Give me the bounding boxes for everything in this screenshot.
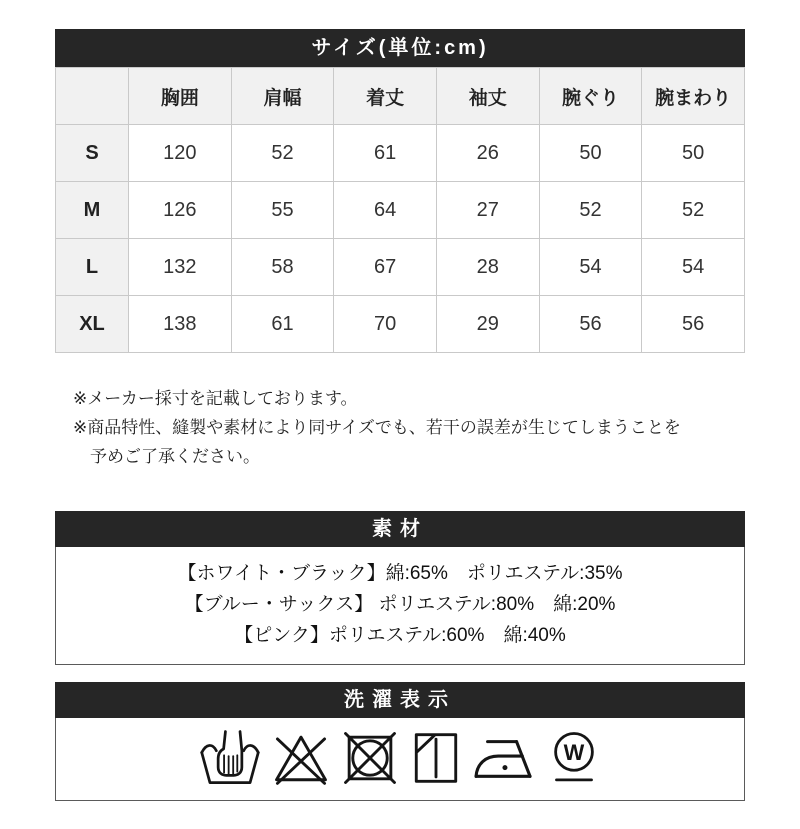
column-header-arm: 腕まわり xyxy=(642,68,745,125)
material-content xyxy=(56,547,744,664)
do-not-bleach-icon xyxy=(272,729,330,787)
table-cell: 67 xyxy=(334,239,437,296)
table-cell: 58 xyxy=(231,239,334,296)
material-section xyxy=(55,511,745,665)
size-table-header-row xyxy=(56,68,745,125)
table-cell: 70 xyxy=(334,296,437,353)
corner-cell xyxy=(56,68,129,125)
table-cell: 55 xyxy=(231,182,334,239)
note-line: ※メーカー採寸を記載しております。 xyxy=(73,389,358,408)
table-cell: 56 xyxy=(642,296,745,353)
laundry-section xyxy=(55,682,745,801)
material-line: 【ピンク】ポリエステル:60% 綿:40% xyxy=(234,625,566,646)
table-row-l xyxy=(56,239,745,296)
column-header-chest: 胸囲 xyxy=(129,68,232,125)
table-cell: 126 xyxy=(129,182,232,239)
column-header-shoulder: 肩幅 xyxy=(231,68,334,125)
table-cell: 52 xyxy=(642,182,745,239)
row-label: L xyxy=(56,239,129,296)
row-label: S xyxy=(56,125,129,182)
table-cell: 54 xyxy=(642,239,745,296)
table-cell: 54 xyxy=(539,239,642,296)
size-table xyxy=(55,67,745,353)
do-not-tumble-dry-icon xyxy=(341,729,399,787)
drip-dry-in-shade-icon xyxy=(410,729,462,787)
table-row-xl xyxy=(56,296,745,353)
table-cell: 28 xyxy=(436,239,539,296)
table-cell: 50 xyxy=(539,125,642,182)
table-row-s xyxy=(56,125,745,182)
iron-low-heat-icon xyxy=(473,731,535,785)
measurement-notes xyxy=(73,386,745,470)
material-section-title: 素材 xyxy=(55,511,745,547)
table-cell: 52 xyxy=(539,182,642,239)
svg-text:W: W xyxy=(563,739,584,765)
note-line: ※商品特性、縫製や素材により同サイズでも、若干の誤差が生じてしまうことを xyxy=(73,418,681,437)
note-line: 予めご了承ください。 xyxy=(90,447,260,466)
table-cell: 26 xyxy=(436,125,539,182)
column-header-sleeve: 袖丈 xyxy=(436,68,539,125)
table-cell: 64 xyxy=(334,182,437,239)
size-section xyxy=(55,29,745,353)
table-cell: 61 xyxy=(334,125,437,182)
material-line: 【ブルー・サックス】 ポリエステル:80% 綿:20% xyxy=(184,594,616,615)
column-header-armhole: 腕ぐり xyxy=(539,68,642,125)
table-cell: 50 xyxy=(642,125,745,182)
table-cell: 56 xyxy=(539,296,642,353)
laundry-section-title: 洗濯表示 xyxy=(55,682,745,718)
row-label: M xyxy=(56,182,129,239)
table-cell: 29 xyxy=(436,296,539,353)
table-cell: 132 xyxy=(129,239,232,296)
material-line: 【ホワイト・ブラック】綿:65% ポリエステル:35% xyxy=(177,563,623,584)
row-label: XL xyxy=(56,296,129,353)
column-header-length: 着丈 xyxy=(334,68,437,125)
hand-wash-icon xyxy=(199,729,261,787)
table-cell: 27 xyxy=(436,182,539,239)
table-cell: 61 xyxy=(231,296,334,353)
table-cell: 120 xyxy=(129,125,232,182)
laundry-symbols-row xyxy=(56,718,744,800)
wet-cleaning-icon xyxy=(546,728,602,788)
table-cell: 138 xyxy=(129,296,232,353)
size-section-title: サイズ(単位:cm) xyxy=(55,29,745,67)
product-spec-page xyxy=(55,29,745,801)
table-cell: 52 xyxy=(231,125,334,182)
table-row-m xyxy=(56,182,745,239)
